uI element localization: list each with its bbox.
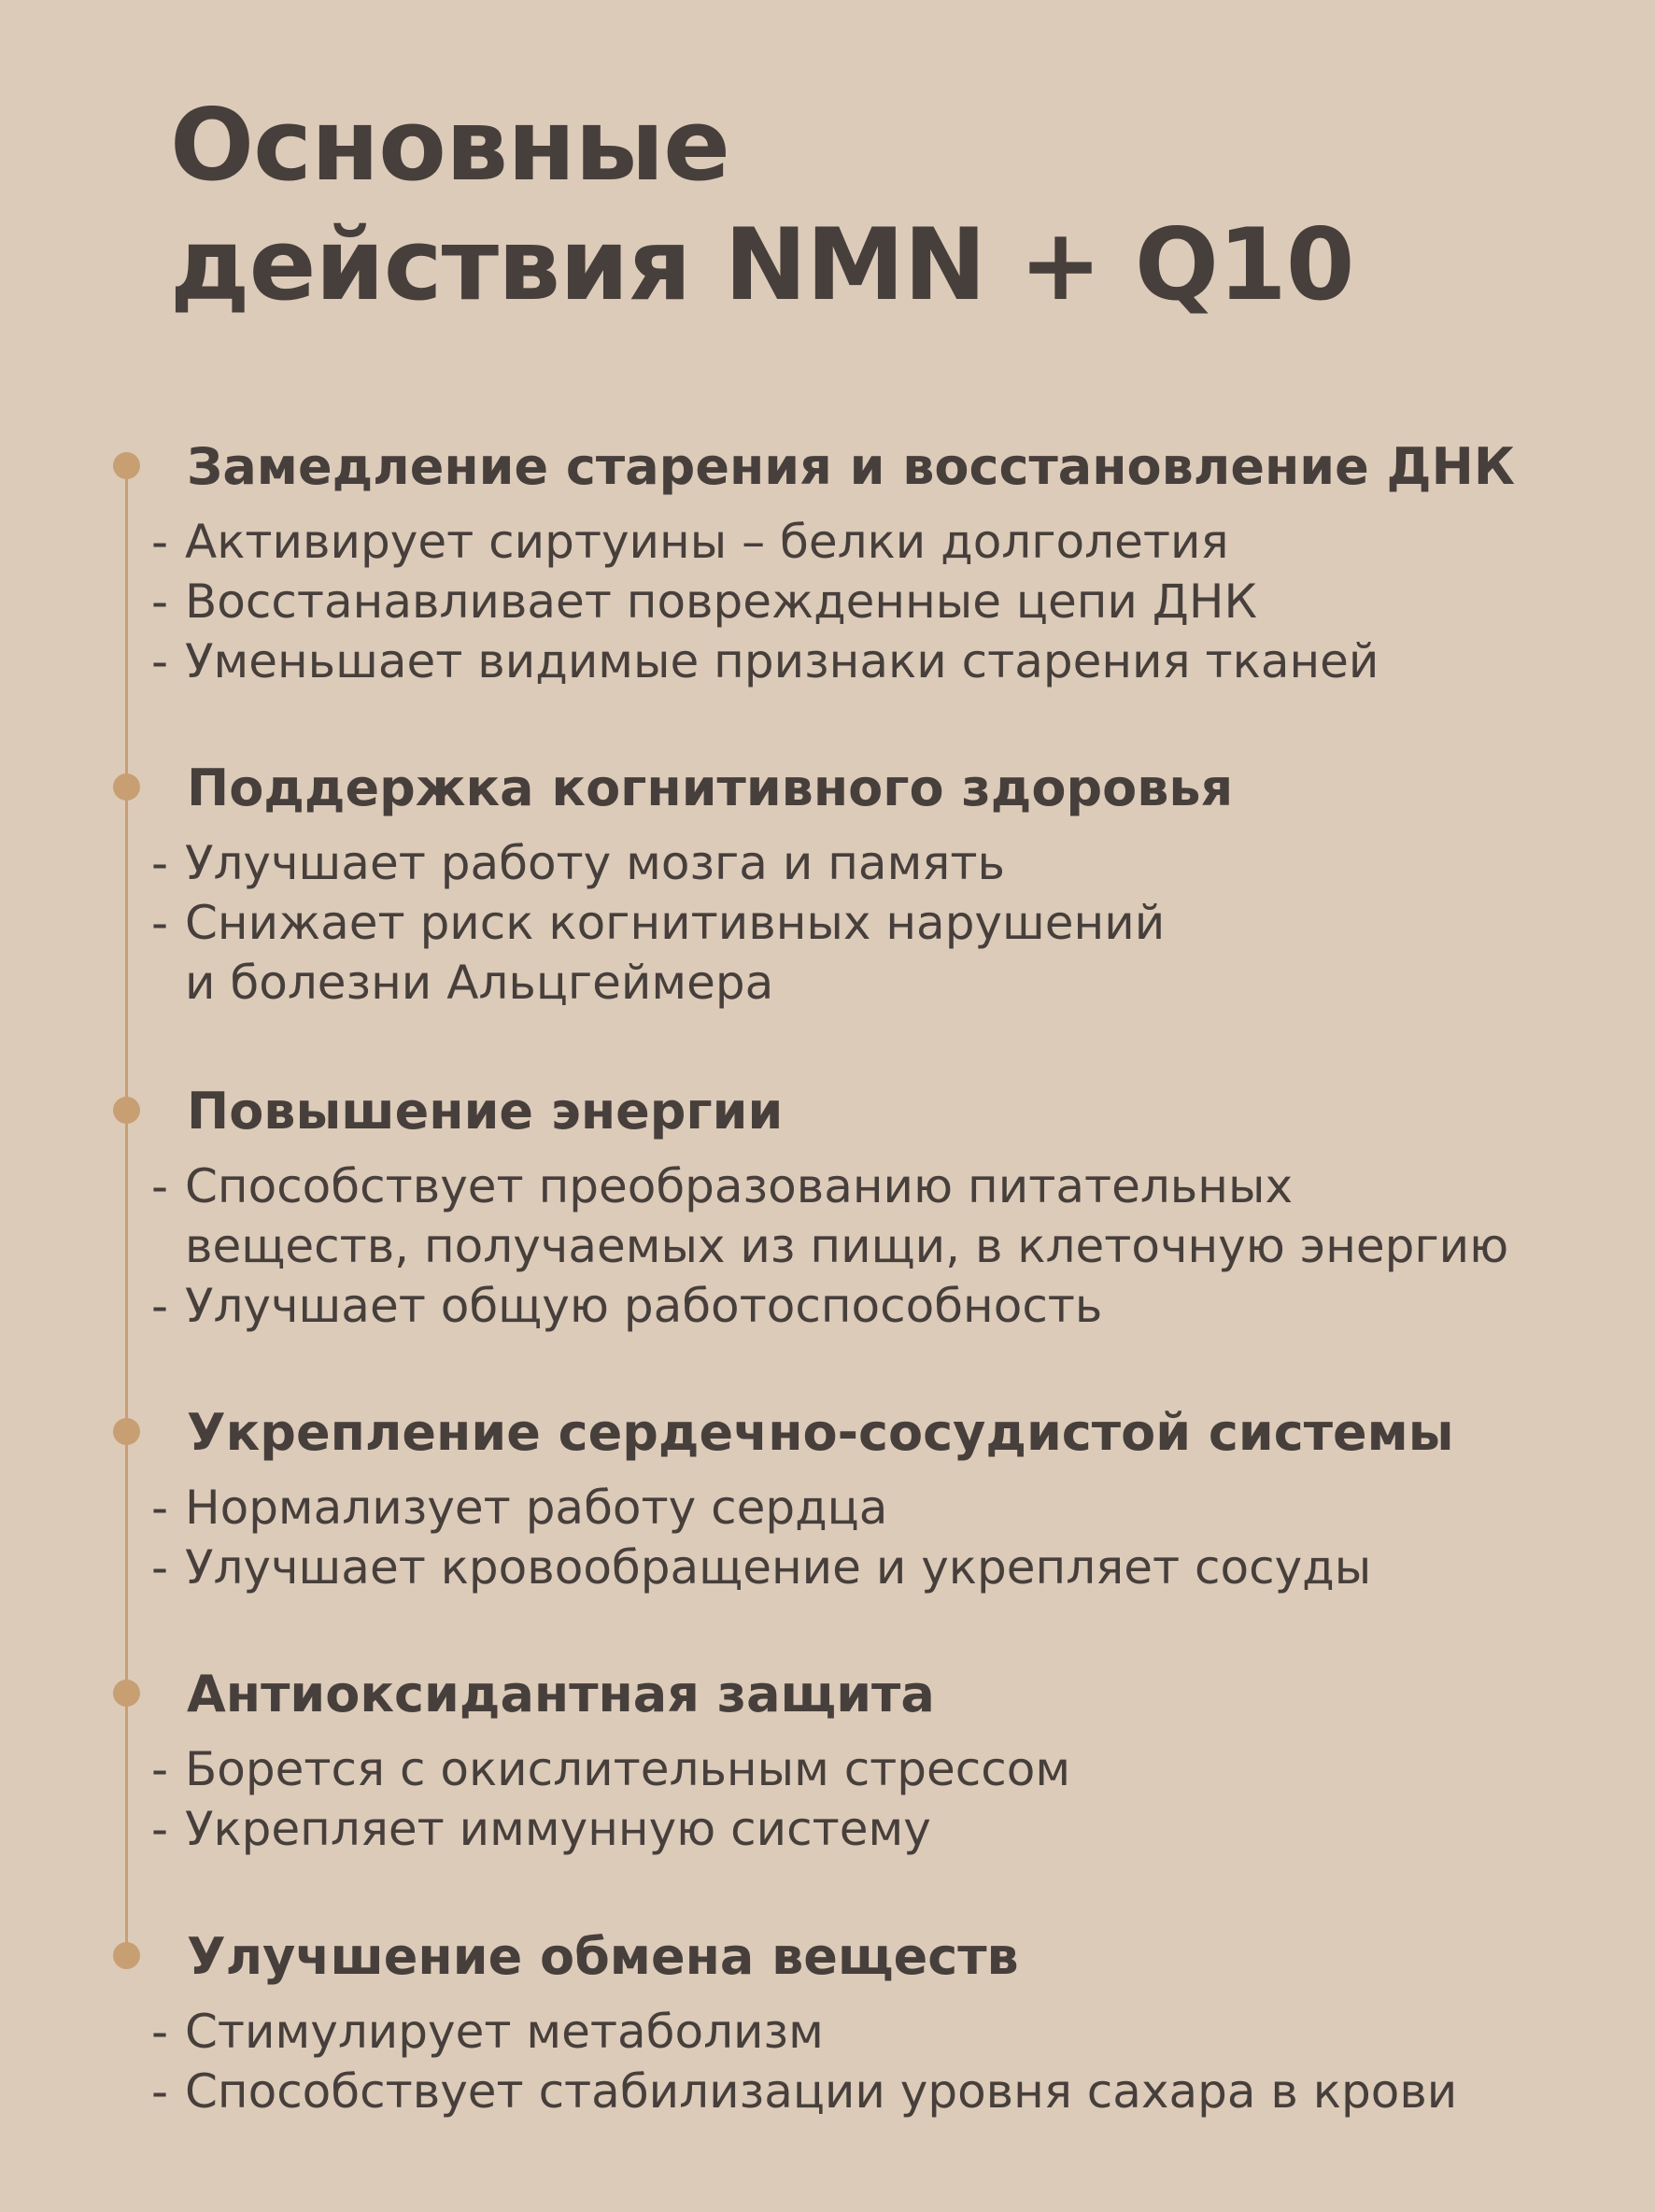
list-item <box>151 512 1379 572</box>
list-item-text: Стимулирует метаболизм <box>185 2005 824 2059</box>
timeline-dot <box>113 452 140 479</box>
list-item <box>151 833 1165 893</box>
list-item <box>151 2002 1457 2062</box>
section-items <box>151 512 1379 691</box>
timeline-dot <box>113 1097 140 1124</box>
bullet-dash: - <box>151 896 169 950</box>
list-item <box>151 572 1379 631</box>
timeline-dot <box>113 1942 140 1969</box>
bullet-dash: - <box>151 515 169 569</box>
section-heading: Замедление старения и восстановление ДНК <box>187 437 1515 496</box>
section-heading: Повышение энергии <box>187 1082 784 1141</box>
section-items <box>151 1739 1070 1859</box>
section-heading: Улучшение обмена веществ <box>187 1927 1019 1986</box>
list-item-text: Борется с окислительным стрессом <box>185 1742 1071 1796</box>
section-items <box>151 833 1165 1013</box>
section-items <box>151 2002 1457 2121</box>
list-item-text: и болезни Альцгеймера <box>185 956 774 1010</box>
list-item-text: Снижает риск когнитивных нарушений <box>185 896 1166 950</box>
list-item <box>151 1478 1371 1538</box>
list-item-text: Уменьшает видимые признаки старения тканей <box>185 634 1379 688</box>
timeline-dot <box>113 1418 140 1445</box>
list-item-text: Способствует преобразованию питательных <box>185 1159 1294 1213</box>
list-item <box>151 1739 1070 1799</box>
bullet-dash: - <box>151 1159 169 1213</box>
list-item-text: Улучшает кровообращение и укрепляет сосуды <box>185 1540 1372 1595</box>
bullet-dash: - <box>151 2064 169 2119</box>
title-line-1: Основные <box>170 88 730 203</box>
bullet-dash: - <box>151 1279 169 1333</box>
section-items <box>151 1156 1508 1336</box>
bullet-dash: - <box>151 1802 169 1856</box>
section-heading: Поддержка когнитивного здоровья <box>187 759 1234 817</box>
bullet-dash: - <box>151 1540 169 1595</box>
section-items <box>151 1478 1371 1597</box>
bullet-dash: - <box>151 2005 169 2059</box>
page-title <box>170 86 1354 325</box>
timeline-dot <box>113 773 140 801</box>
list-item <box>151 1156 1508 1276</box>
list-item <box>151 1276 1508 1336</box>
list-item-text: Способствует стабилизации уровня сахара в крови <box>185 2064 1458 2119</box>
bullet-dash: - <box>151 634 169 688</box>
list-item <box>151 631 1379 691</box>
section-heading: Антиоксидантная защита <box>187 1665 935 1723</box>
title-line-2: действия NMN + Q10 <box>170 207 1354 322</box>
list-item <box>151 2062 1457 2121</box>
bullet-dash: - <box>151 1742 169 1796</box>
list-item <box>151 1799 1070 1859</box>
list-item-text: Укрепляет иммунную систему <box>185 1802 931 1856</box>
list-item-text: веществ, получаемых из пищи, в клеточную энергию <box>185 1219 1509 1273</box>
timeline-line <box>125 465 128 1962</box>
bullet-dash: - <box>151 574 169 629</box>
list-item <box>151 893 1165 1013</box>
timeline-dot <box>113 1680 140 1707</box>
bullet-dash: - <box>151 1481 169 1535</box>
bullet-dash: - <box>151 836 169 890</box>
list-item-text: Улучшает общую работоспособность <box>185 1279 1103 1333</box>
list-item-text: Активирует сиртуины – белки долголетия <box>185 515 1229 569</box>
section-heading: Укрепление сердечно-сосудистой системы <box>187 1403 1454 1462</box>
list-item-text: Нормализует работу сердца <box>185 1481 888 1535</box>
list-item <box>151 1538 1371 1597</box>
list-item-text: Улучшает работу мозга и память <box>185 836 1005 890</box>
list-item-text: Восстанавливает поврежденные цепи ДНК <box>185 574 1257 629</box>
